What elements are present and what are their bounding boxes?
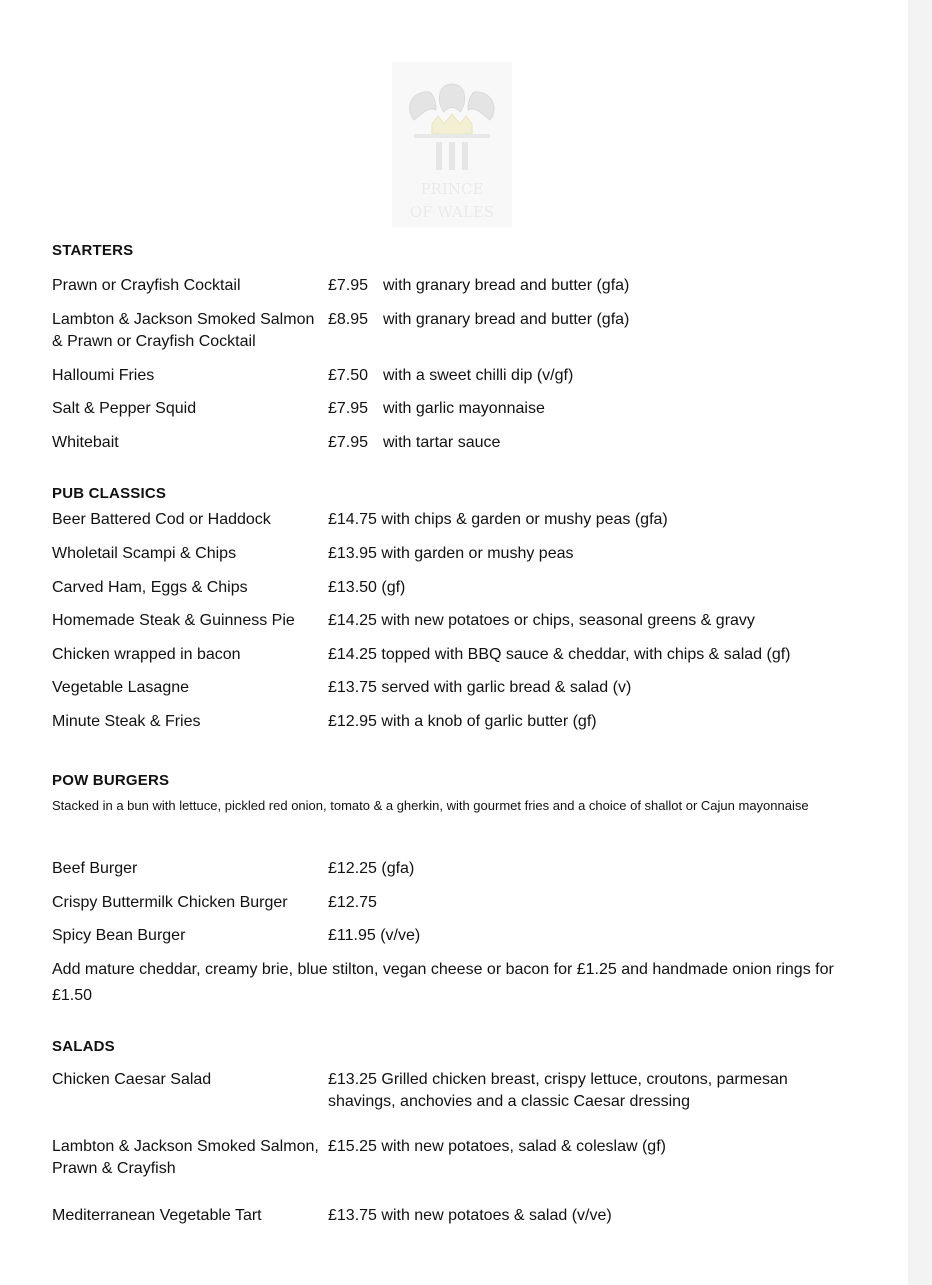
prince-of-wales-logo [392, 62, 512, 227]
item-price: £7.95 [328, 277, 369, 294]
item-description: with granary bread and butter (gfa) [383, 277, 630, 294]
item-price: £7.95 [328, 400, 369, 417]
item-name: Lambton & Jackson Smoked Salmon, Prawn & Crayfish [52, 1138, 319, 1177]
item-name: Beer Battered Cod or Haddock [52, 511, 271, 528]
item-name: Carved Ham, Eggs & Chips [52, 579, 248, 596]
item-name: Vegetable Lasagne [52, 679, 190, 696]
item-price-description: £12.25 (gfa) [328, 860, 415, 877]
item-name: Salt & Pepper Squid [52, 400, 197, 417]
item-name: Wholetail Scampi & Chips [52, 545, 237, 562]
page-margin-strip [908, 0, 932, 1285]
item-price-description: £12.95 with a knob of garlic butter (gf) [328, 713, 597, 730]
item-name: Minute Steak & Fries [52, 713, 201, 730]
item-name: Mediterranean Vegetable Tart [52, 1207, 262, 1224]
starters-heading: STARTERS [52, 242, 134, 259]
burgers-addon-note: Add mature cheddar, creamy brie, blue stilton, vegan cheese or bacon for £1.25 and handmade onion rings for £1.50 [52, 961, 834, 1004]
item-description: with granary bread and butter (gfa) [383, 311, 630, 328]
item-price-description: £13.25 Grilled chicken breast, crispy lettuce, croutons, parmesan shavings, anchovies and a classic Caesar dressing [328, 1071, 788, 1110]
item-price-description: £12.75 [328, 894, 377, 911]
feathers-crest-icon [392, 62, 512, 227]
item-description: with a sweet chilli dip (v/gf) [383, 367, 574, 384]
burgers-note: Stacked in a bun with lettuce, pickled red onion, tomato & a gherkin, with gourmet fries and a choice of shallot or Cajun mayonnaise [52, 798, 809, 813]
item-price-description: £13.50 (gf) [328, 579, 406, 596]
item-price-description: £14.25 topped with BBQ sauce & cheddar, with chips & salad (gf) [328, 646, 791, 663]
item-name: Chicken wrapped in bacon [52, 646, 241, 663]
item-price-description: £15.25 with new potatoes, salad & coleslaw (gf) [328, 1138, 666, 1155]
salads-heading: SALADS [52, 1038, 115, 1055]
item-description: with tartar sauce [383, 434, 501, 451]
item-price: £7.95 [328, 434, 369, 451]
item-name: Crispy Buttermilk Chicken Burger [52, 894, 288, 911]
item-price-description: £11.95 (v/ve) [328, 927, 421, 944]
item-name: Halloumi Fries [52, 367, 155, 384]
pub-classics-heading: PUB CLASSICS [52, 485, 167, 502]
item-price-description: £14.25 with new potatoes or chips, seasonal greens & gravy [328, 612, 755, 629]
item-description: with garlic mayonnaise [383, 400, 545, 417]
item-price: £7.50 [328, 367, 369, 384]
item-price-description: £13.95 with garden or mushy peas [328, 545, 574, 562]
item-name: Lambton & Jackson Smoked Salmon & Prawn or Crayfish Cocktail [52, 311, 315, 350]
item-name: Beef Burger [52, 860, 138, 877]
pow-burgers-heading: POW BURGERS [52, 772, 170, 789]
item-name: Chicken Caesar Salad [52, 1071, 212, 1088]
item-name: Spicy Bean Burger [52, 927, 186, 944]
item-name: Homemade Steak & Guinness Pie [52, 612, 295, 629]
item-price: £8.95 [328, 311, 369, 328]
item-price-description: £14.75 with chips & garden or mushy peas (gfa) [328, 511, 668, 528]
item-name: Prawn or Crayfish Cocktail [52, 277, 241, 294]
item-name: Whitebait [52, 434, 119, 451]
item-price-description: £13.75 with new potatoes & salad (v/ve) [328, 1207, 612, 1224]
item-price-description: £13.75 served with garlic bread & salad (v) [328, 679, 632, 696]
logo-text-of-wales: OF WALES [409, 203, 495, 221]
logo-text-prince: PRINCE [420, 180, 484, 198]
